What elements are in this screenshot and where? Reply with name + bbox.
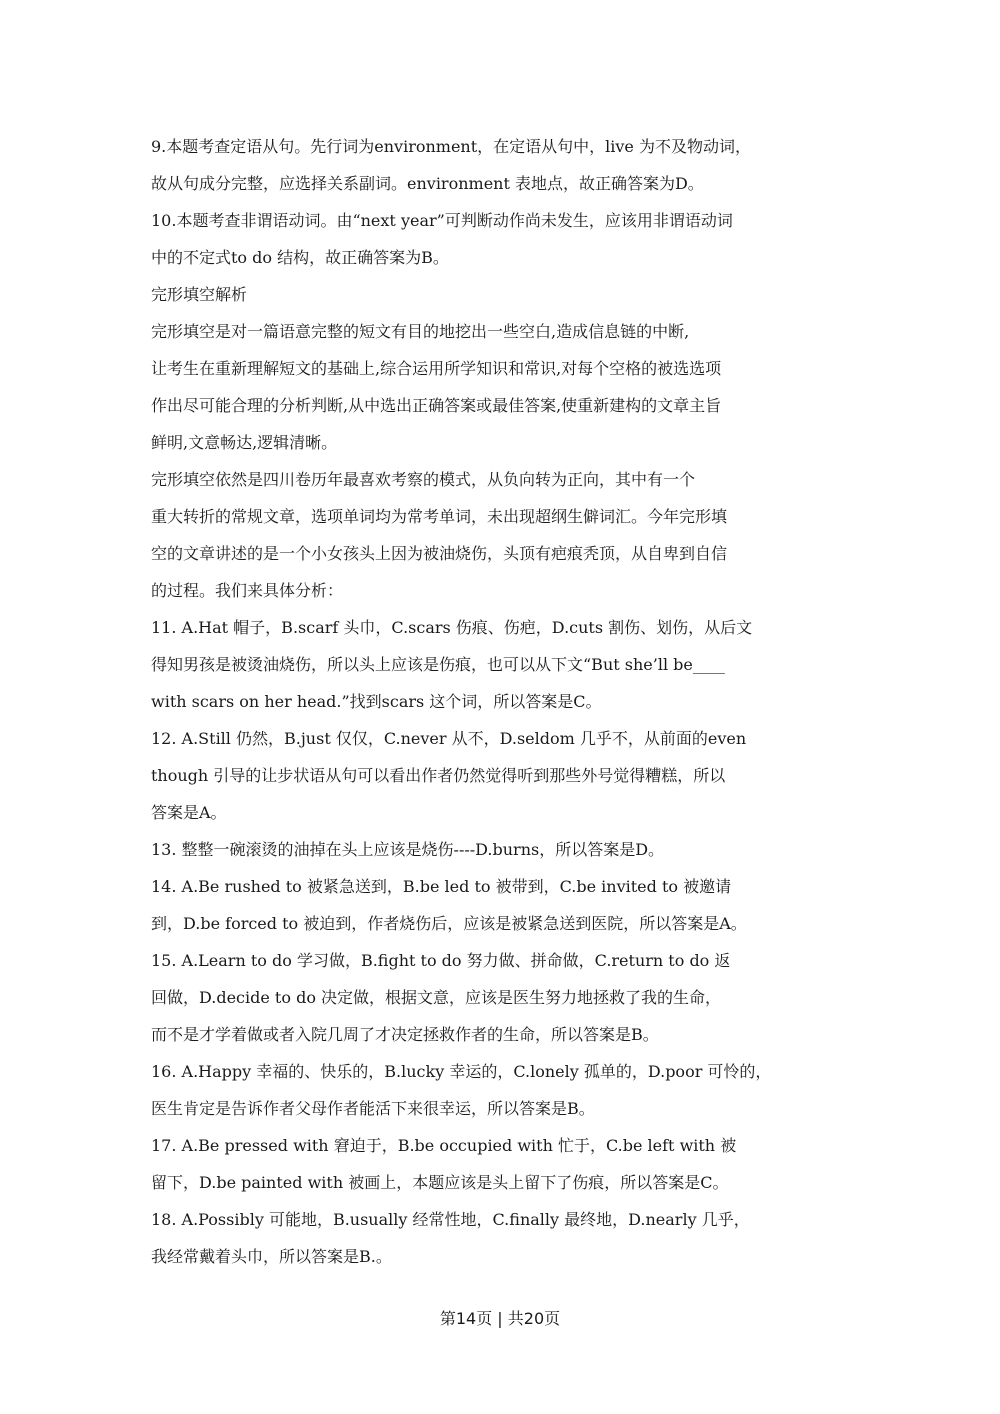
text-line: 完形填空是对一篇语意完整的短文有目的地挖出一些空白,造成信息链的中断, xyxy=(151,322,690,341)
text-line: 空的文章讲述的是一个小女孩头上因为被油烧伤，头顶有疤痕秃顶，从自卑到自信 xyxy=(151,544,728,563)
text-line: 13. 整整一碗滚烫的油掉在头上应该是烧伤----D.burns，所以答案是D。 xyxy=(151,840,665,859)
text-line: 留下，D.be painted with 被画上，本题应该是头上留下了伤痕，所以答案是C。 xyxy=(151,1173,729,1192)
text-line: 12. A.Still 仍然，B.just 仅仅，C.never 从不，D.seldom 几乎不，从前面的even xyxy=(151,729,747,748)
text-line: 10.本题考查非谓语动词。由“next year”可判断动作尚未发生，应该用非谓语动词 xyxy=(151,211,733,230)
text-line: 而不是才学着做或者入院几周了才决定拯救作者的生命，所以答案是B。 xyxy=(151,1025,659,1044)
text-line: 让考生在重新理解短文的基础上,综合运用所学知识和常识,对每个空格的被选选项 xyxy=(151,359,722,378)
text-line: 医生肯定是告诉作者父母作者能活下来很幸运，所以答案是B。 xyxy=(151,1099,595,1118)
text-line: 16. A.Happy 幸福的、快乐的，B.lucky 幸运的，C.lonely 孤单的，D.poor 可怜的， xyxy=(151,1062,772,1081)
text-line: 重大转折的常规文章，选项单词均为常考单词，未出现超纲生僻词汇。今年完形填 xyxy=(151,507,728,526)
text-line: 18. A.Possibly 可能地，B.usually 经常性地，C.finally 最终地，D.nearly 几乎， xyxy=(151,1210,750,1229)
text-line: 的过程。我们来具体分析： xyxy=(151,581,344,600)
text-line: 完形填空解析 xyxy=(151,285,248,304)
text-line: 故从句成分完整，应选择关系副词。environment 表地点，故正确答案为D。 xyxy=(151,174,704,193)
text-line: 完形填空依然是四川卷历年最喜欢考察的模式，从负向转为正向，其中有一个 xyxy=(151,470,696,489)
text-line: 中的不定式to do 结构，故正确答案为B。 xyxy=(151,248,449,267)
text-line: though 引导的让步状语从句可以看出作者仍然觉得听到那些外号觉得糟糕，所以 xyxy=(151,766,726,785)
text-line: 得知男孩是被烫油烧伤，所以头上应该是伤痕，也可以从下文“But she’ll be____ xyxy=(151,655,725,674)
text-line: 回做，D.decide to do 决定做，根据文意，应该是医生努力地拯救了我的生命， xyxy=(151,988,722,1007)
text-line: 鲜明,文意畅达,逻辑清晰。 xyxy=(151,433,338,452)
text-line: 到，D.be forced to 被迫到，作者烧伤后，应该是被紧急送到医院，所以答案是A。 xyxy=(151,914,747,933)
text-line: 15. A.Learn to do 学习做，B.fight to do 努力做、拼命做，C.return to do 返 xyxy=(151,951,731,970)
text-line: 14. A.Be rushed to 被紧急送到，B.be led to 被带到，C.be invited to 被邀请 xyxy=(151,877,732,896)
text-line: with scars on her head.”找到scars 这个词，所以答案是C。 xyxy=(151,692,602,711)
text-line: 我经常戴着头巾，所以答案是B.。 xyxy=(151,1247,392,1266)
text-line: 9.本题考查定语从句。先行词为environment，在定语从句中，live 为不及物动词， xyxy=(151,137,751,156)
text-line: 作出尽可能合理的分析判断,从中选出正确答案或最佳答案,使重新建构的文章主旨 xyxy=(151,396,722,415)
text-line: 答案是A。 xyxy=(151,803,227,822)
text-line: 17. A.Be pressed with 窘迫于，B.be occupied with 忙于，C.be left with 被 xyxy=(151,1136,737,1155)
text-line: 11. A.Hat 帽子，B.scarf 头巾，C.scars 伤痕、伤疤，D.cuts 割伤、划伤，从后文 xyxy=(151,618,753,637)
page-footer: 第14页 | 共20页 xyxy=(439,1309,561,1328)
page-body xyxy=(151,128,851,1275)
